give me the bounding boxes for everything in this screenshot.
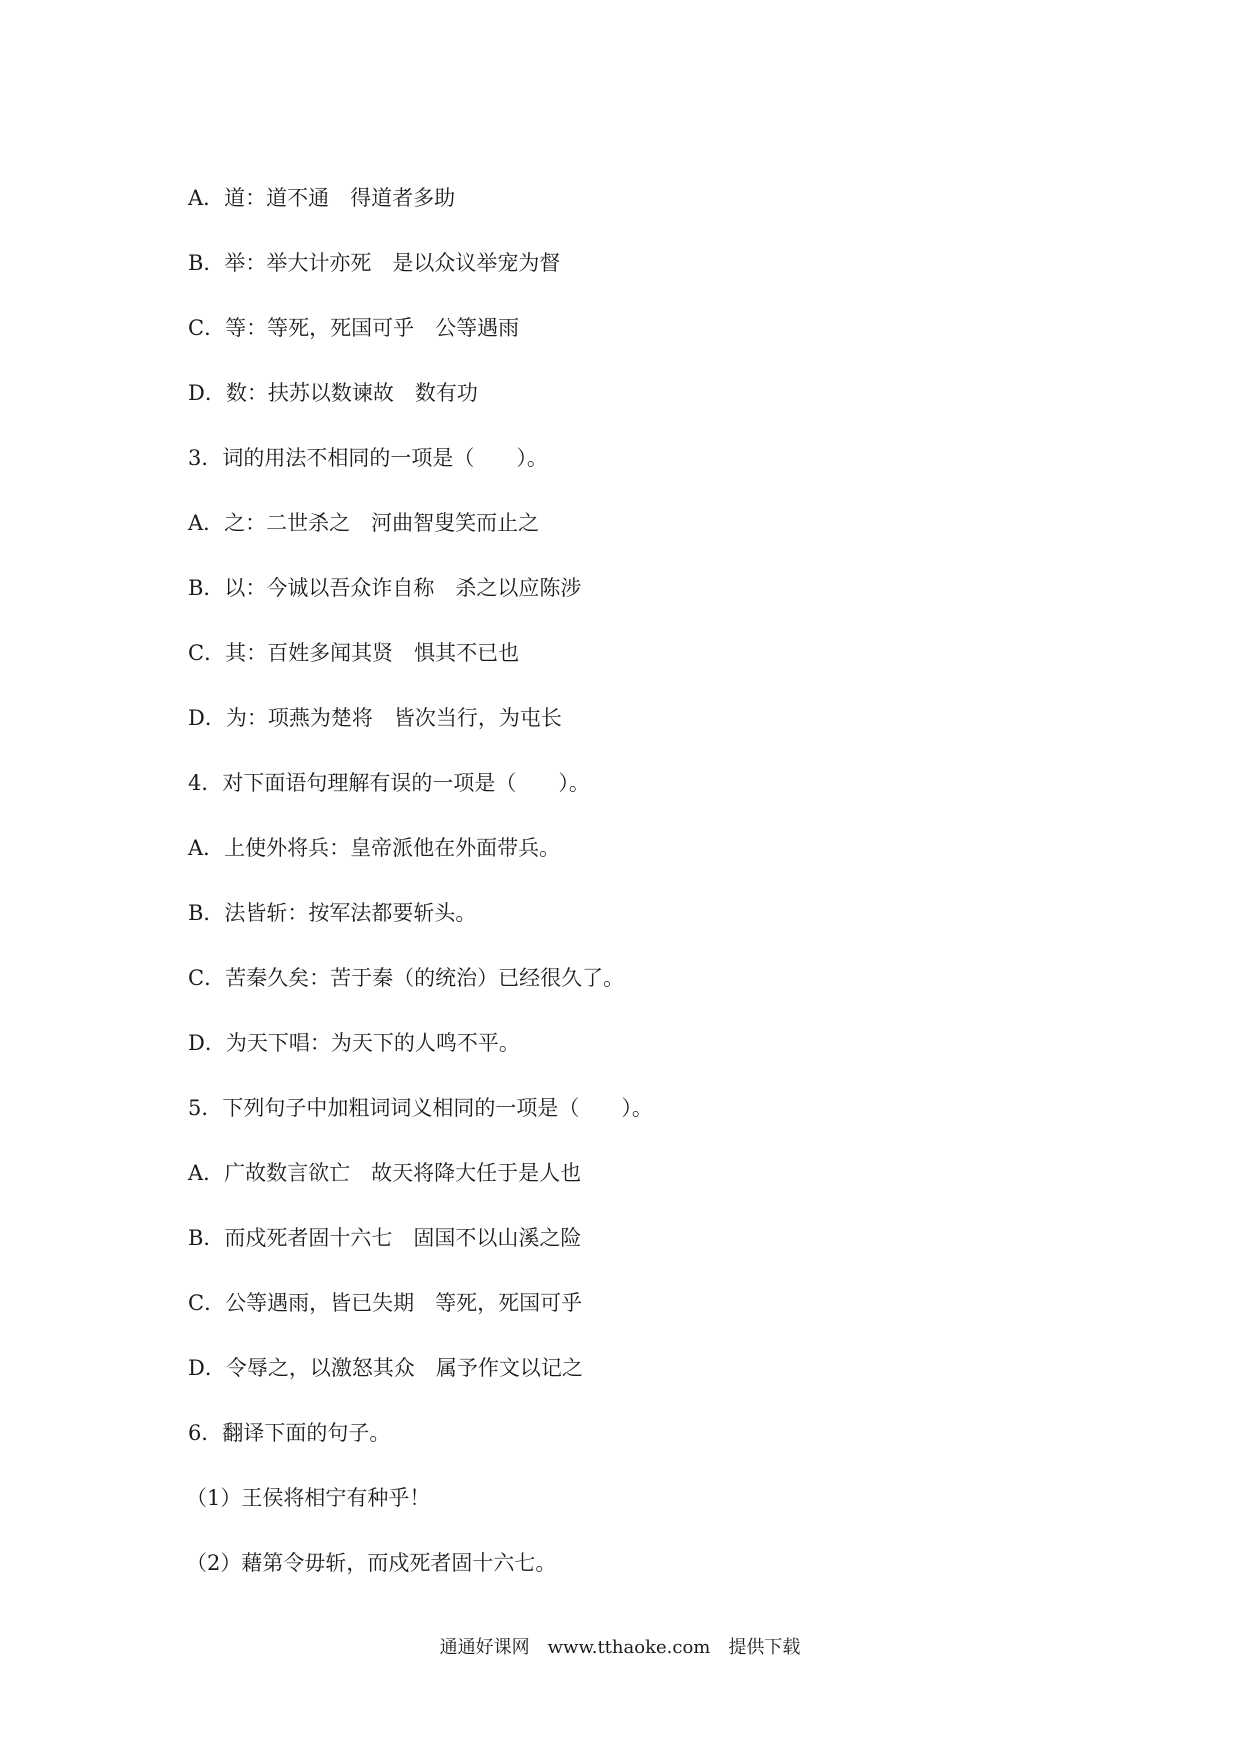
option-line: D．为天下唱：为天下的人鸣不平。 [188,1031,520,1055]
option-line: A．之：二世杀之 河曲智叟笑而止之 [188,511,540,535]
option-line: A．上使外将兵：皇帝派他在外面带兵。 [188,836,561,860]
option-line: D．为：项燕为楚将 皆次当行，为屯长 [188,706,562,730]
option-line: D．数：扶苏以数谏故 数有功 [188,381,478,405]
option-line: C．苦秦久矣：苦于秦（的统治）已经很久了。 [188,966,625,990]
option-line: D．令辱之，以激怒其众 属予作文以记之 [188,1356,583,1380]
option-line: B．以：今诚以吾众诈自称 杀之以应陈涉 [188,576,582,600]
sub-question-1: （1）王侯将相宁有种乎！ [186,1486,431,1510]
option-line: B．举：举大计亦死 是以众议举宠为督 [188,251,561,275]
sub-question-2: （2）藉第令毋斩，而戍死者固十六七。 [186,1551,557,1575]
option-line: A．广故数言欲亡 故天将降大任于是人也 [188,1161,582,1185]
question-5: 5．下列句子中加粗词词义相同的一项是（ ）。 [188,1096,653,1120]
question-6: 6．翻译下面的句子。 [188,1421,391,1445]
option-line: A．道：道不通 得道者多助 [188,186,456,210]
option-line: C．公等遇雨，皆已失期 等死，死国可乎 [188,1291,583,1315]
question-lines [188,183,1148,1613]
option-line: B．法皆斩：按军法都要斩头。 [188,901,477,925]
page-footer: 通通好课网 www.tthaoke.com 提供下载 [439,1637,801,1658]
question-3: 3．词的用法不相同的一项是（ ）。 [188,446,548,470]
option-line: C．等：等死，死国可乎 公等遇雨 [188,316,520,340]
option-line: B．而戍死者固十六七 固国不以山溪之险 [188,1226,582,1250]
question-4: 4．对下面语句理解有误的一项是（ ）。 [188,771,590,795]
option-line: C．其：百姓多闻其贤 惧其不已也 [188,641,520,665]
